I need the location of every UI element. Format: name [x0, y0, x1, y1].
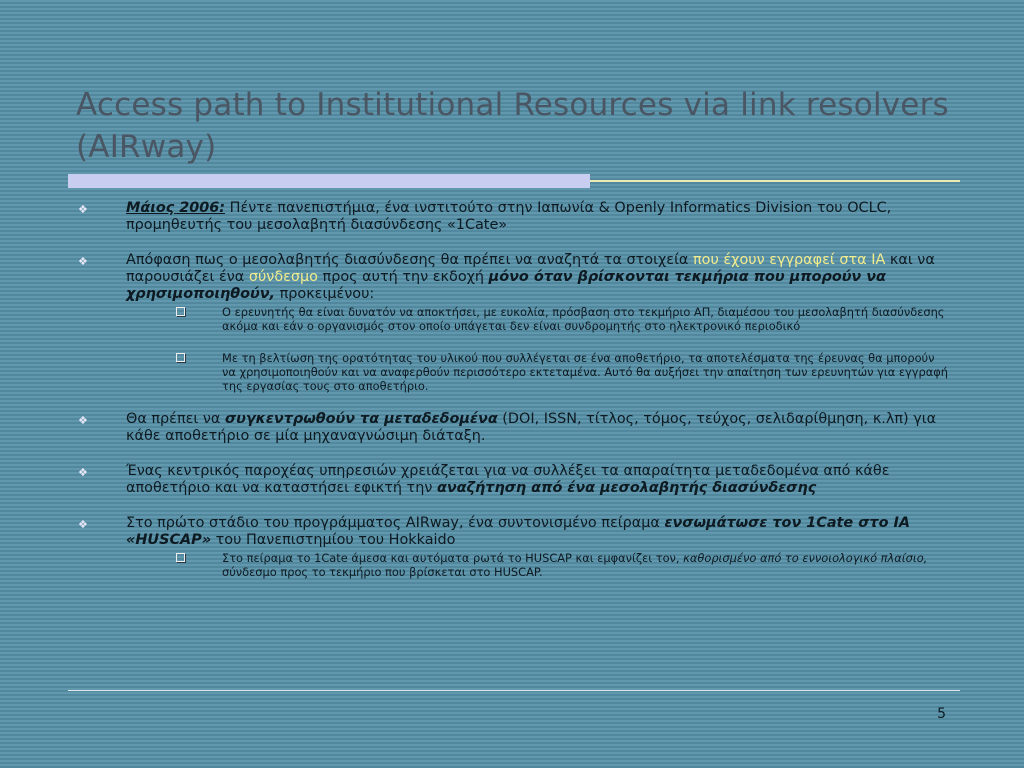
sub-bullet-2-1 [174, 305, 948, 333]
slide-title: Access path to Institutional Resources via link resolvers (AIRway) [76, 87, 949, 165]
bullet-5 [78, 515, 948, 579]
sub-bullet-5-1-text-b: σύνδεσμο προς το τεκμήριο που βρίσκεται στο HUSCAP. [222, 565, 543, 579]
square-bullet-icon [176, 307, 185, 316]
bullet-4-text-a: Ένας κεντρικός παροχέας υπηρεσιών χρειάζεται για να συλλέξει τα απαραίτητα μεταδεδομένα από κάθε αποθετήριο και να καταστήσει εφικτή την [126, 463, 890, 496]
sub-bullet-2-1-text: Ο ερευνητής θα είναι δυνατόν να αποκτήσει, με ευκολία, πρόσβαση στο τεκμήριο ΑΠ, διαμέσου του μεσολαβητή διασύνδεσης ακόμα και εάν ο οργανισμός στον οποίο υπάγεται δεν είναι συνδρομητής στο ηλεκτρονικό περιοδικό [222, 305, 945, 333]
bullet-2-highlight-1: που έχουν εγγραφεί στα ΙΑ [693, 252, 886, 268]
title-underline-line [590, 180, 960, 182]
square-bullet-icon [176, 553, 185, 562]
bullet-1-date: Μάιος 2006: [126, 200, 226, 216]
title-underline [68, 174, 960, 188]
bullet-3 [78, 411, 948, 445]
square-bullet-icon [176, 353, 185, 362]
sub-bullet-2-2 [174, 351, 948, 393]
diamond-bullet-icon: ❖ [78, 466, 88, 479]
title-underline-bar [68, 174, 590, 188]
bullet-2-text-a: Απόφαση πως ο μεσολαβητής διασύνδεσης θα πρέπει να αναζητά τα στοιχεία [126, 252, 693, 268]
diamond-bullet-icon: ❖ [78, 518, 88, 531]
diamond-bullet-icon: ❖ [78, 255, 88, 268]
sub-bullet-5-1-text-a: Στο πείραμα το 1Cate άμεσα και αυτόματα ρωτά το HUSCAP και εμφανίζει τον, [222, 551, 684, 565]
bullet-5-text-b: του Πανεπιστημίου του Hokkaido [211, 532, 456, 548]
bullet-4 [78, 463, 948, 497]
sub-bullet-5-1 [174, 551, 948, 579]
bullet-3-text-a: Θα πρέπει να [126, 411, 225, 427]
bullet-1-text: Πέντε πανεπιστήμια, ένα ινστιτούτο στην Ιαπωνία & Openly Informatics Division του OCLC, προμηθευτής του μεσολαβητή διασύνδεσης «1Cate» [126, 200, 892, 233]
bullet-2-emphasis: μόνο όταν βρίσκονται τεκμήρια που μπορούν να χρησιμοποιηθούν, [126, 269, 886, 302]
bullet-5-emphasis: ενσωμάτωσε τον 1Cate στο ΙΑ «HUSCAP» [126, 515, 910, 548]
bullet-1 [78, 200, 948, 234]
diamond-bullet-icon: ❖ [78, 414, 88, 427]
bullet-3-emphasis: συγκεντρωθούν τα μεταδεδομένα [224, 411, 498, 427]
footer-divider [68, 690, 960, 691]
bullet-3-text-b: (DOI, ISSN, τίτλος, τόμος, τεύχος, σελιδαρίθμηση, κ.λπ) για κάθε αποθετήριο σε μία μηχαναγνώσιμη διάταξη. [126, 411, 937, 444]
page-number: 5 [937, 706, 946, 722]
bullet-2-text-b: και να παρουσιάζει ένα [126, 252, 935, 285]
bullet-2 [78, 252, 948, 393]
bullet-2-highlight-2: σύνδεσμο [248, 269, 318, 285]
sub-bullet-2-2-text: Με τη βελτίωση της ορατότητας του υλικού που συλλέγεται σε ένα αποθετήριο, τα αποτελέσματα της έρευνας θα μπορούν να χρησιμοποιηθούν και να αναφερθούν περισσότερο εκτεταμένα. Αυτό θα αυξήσει την απαίτηση των ερευνητών για εγγραφή της εργασίας τους στο αποθετήριο. [222, 351, 949, 393]
bullet-2-text-c: προς αυτή την εκδοχή [317, 269, 489, 285]
bullet-2-text-d: προκειμένου: [275, 286, 375, 302]
diamond-bullet-icon: ❖ [78, 203, 88, 216]
bullet-4-emphasis: αναζήτηση από ένα μεσολαβητής διασύνδεσης [436, 480, 817, 496]
sub-bullet-5-1-italic: καθορισμένο από το εννοιολογικό πλαίσιο, [683, 551, 928, 565]
slide-content [78, 200, 948, 597]
bullet-5-text-a: Στο πρώτο στάδιο του προγράμματος AIRway, ένα συντονισμένο πείραμα [126, 515, 665, 531]
